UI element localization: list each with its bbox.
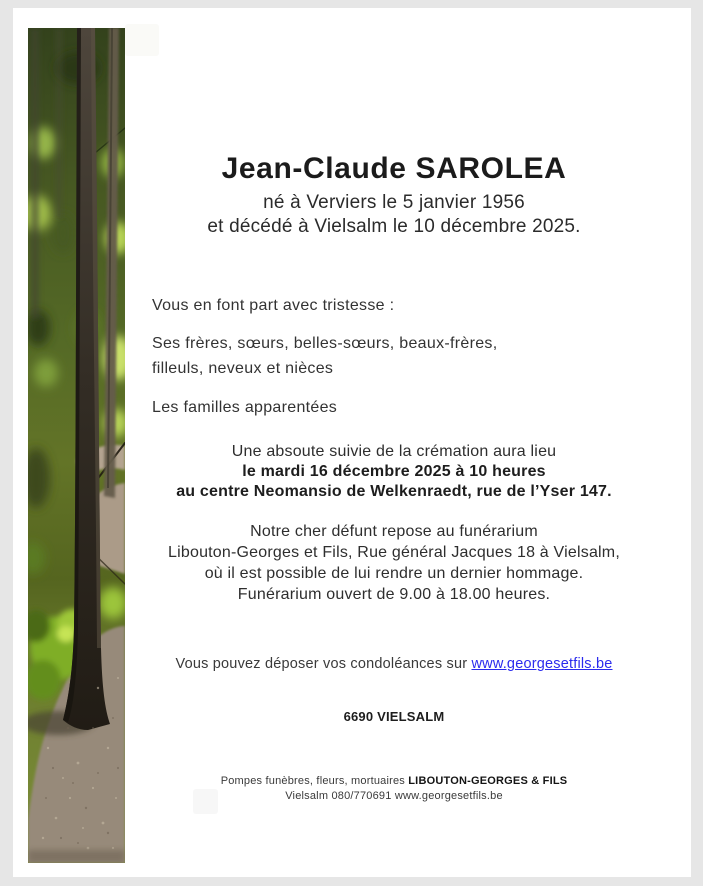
footer-line1 bbox=[125, 774, 663, 789]
funerarium-line: Notre cher défunt repose au funérarium bbox=[250, 523, 538, 540]
announcement-text-column bbox=[125, 8, 663, 877]
forest-photo-illustration bbox=[28, 28, 125, 863]
deceased-name: Jean-Claude SAROLEA bbox=[221, 152, 567, 185]
life-dates bbox=[125, 191, 663, 239]
funeral-home-name: LIBOUTON-GEORGES & FILS bbox=[408, 775, 568, 787]
condolences-line bbox=[125, 656, 663, 672]
ceremony-location: au centre Neomansio de Welkenraedt, rue de l’Yser 147. bbox=[176, 483, 612, 500]
ceremony-line: Une absoute suivie de la crémation aura lieu bbox=[231, 443, 557, 460]
funerarium-line: où il est possible de lui rendre un dernier hommage. bbox=[204, 565, 584, 582]
funerarium-line: Funérarium ouvert de 9.00 à 18.00 heures. bbox=[237, 586, 551, 603]
birth-line: né à Verviers le 5 janvier 1956 bbox=[263, 192, 525, 213]
funeral-home-footer bbox=[125, 774, 663, 804]
city-line: 6690 VIELSALM bbox=[343, 709, 445, 724]
ceremony-date: le mardi 16 décembre 2025 à 10 heures bbox=[242, 463, 546, 480]
announcement-intro: Vous en font part avec tristesse : bbox=[152, 297, 395, 314]
death-line: et décédé à Vielsalm le 10 décembre 2025. bbox=[207, 216, 581, 237]
forest-path-photo bbox=[28, 28, 125, 863]
condolences-text: Vous pouvez déposer vos condoléances sur bbox=[175, 656, 472, 672]
family-line: filleuls, neveux et nièces bbox=[152, 360, 334, 377]
footer-line2: Vielsalm 080/770691 www.georgesetfils.be bbox=[285, 790, 503, 802]
memorial-card-page bbox=[13, 8, 691, 877]
families-line: Les familles apparentées bbox=[152, 399, 338, 416]
footer-line1-prefix: Pompes funèbres, fleurs, mortuaires bbox=[220, 775, 409, 787]
family-announcement bbox=[125, 293, 663, 420]
funerarium-details bbox=[125, 521, 663, 605]
condolences-link[interactable]: www.georgesetfils.be bbox=[471, 656, 613, 672]
funerarium-line: Libouton-Georges et Fils, Rue général Jacques 18 à Vielsalm, bbox=[168, 544, 620, 561]
ceremony-details bbox=[125, 442, 663, 502]
family-line: Ses frères, sœurs, belles-sœurs, beaux-frères, bbox=[152, 335, 498, 352]
